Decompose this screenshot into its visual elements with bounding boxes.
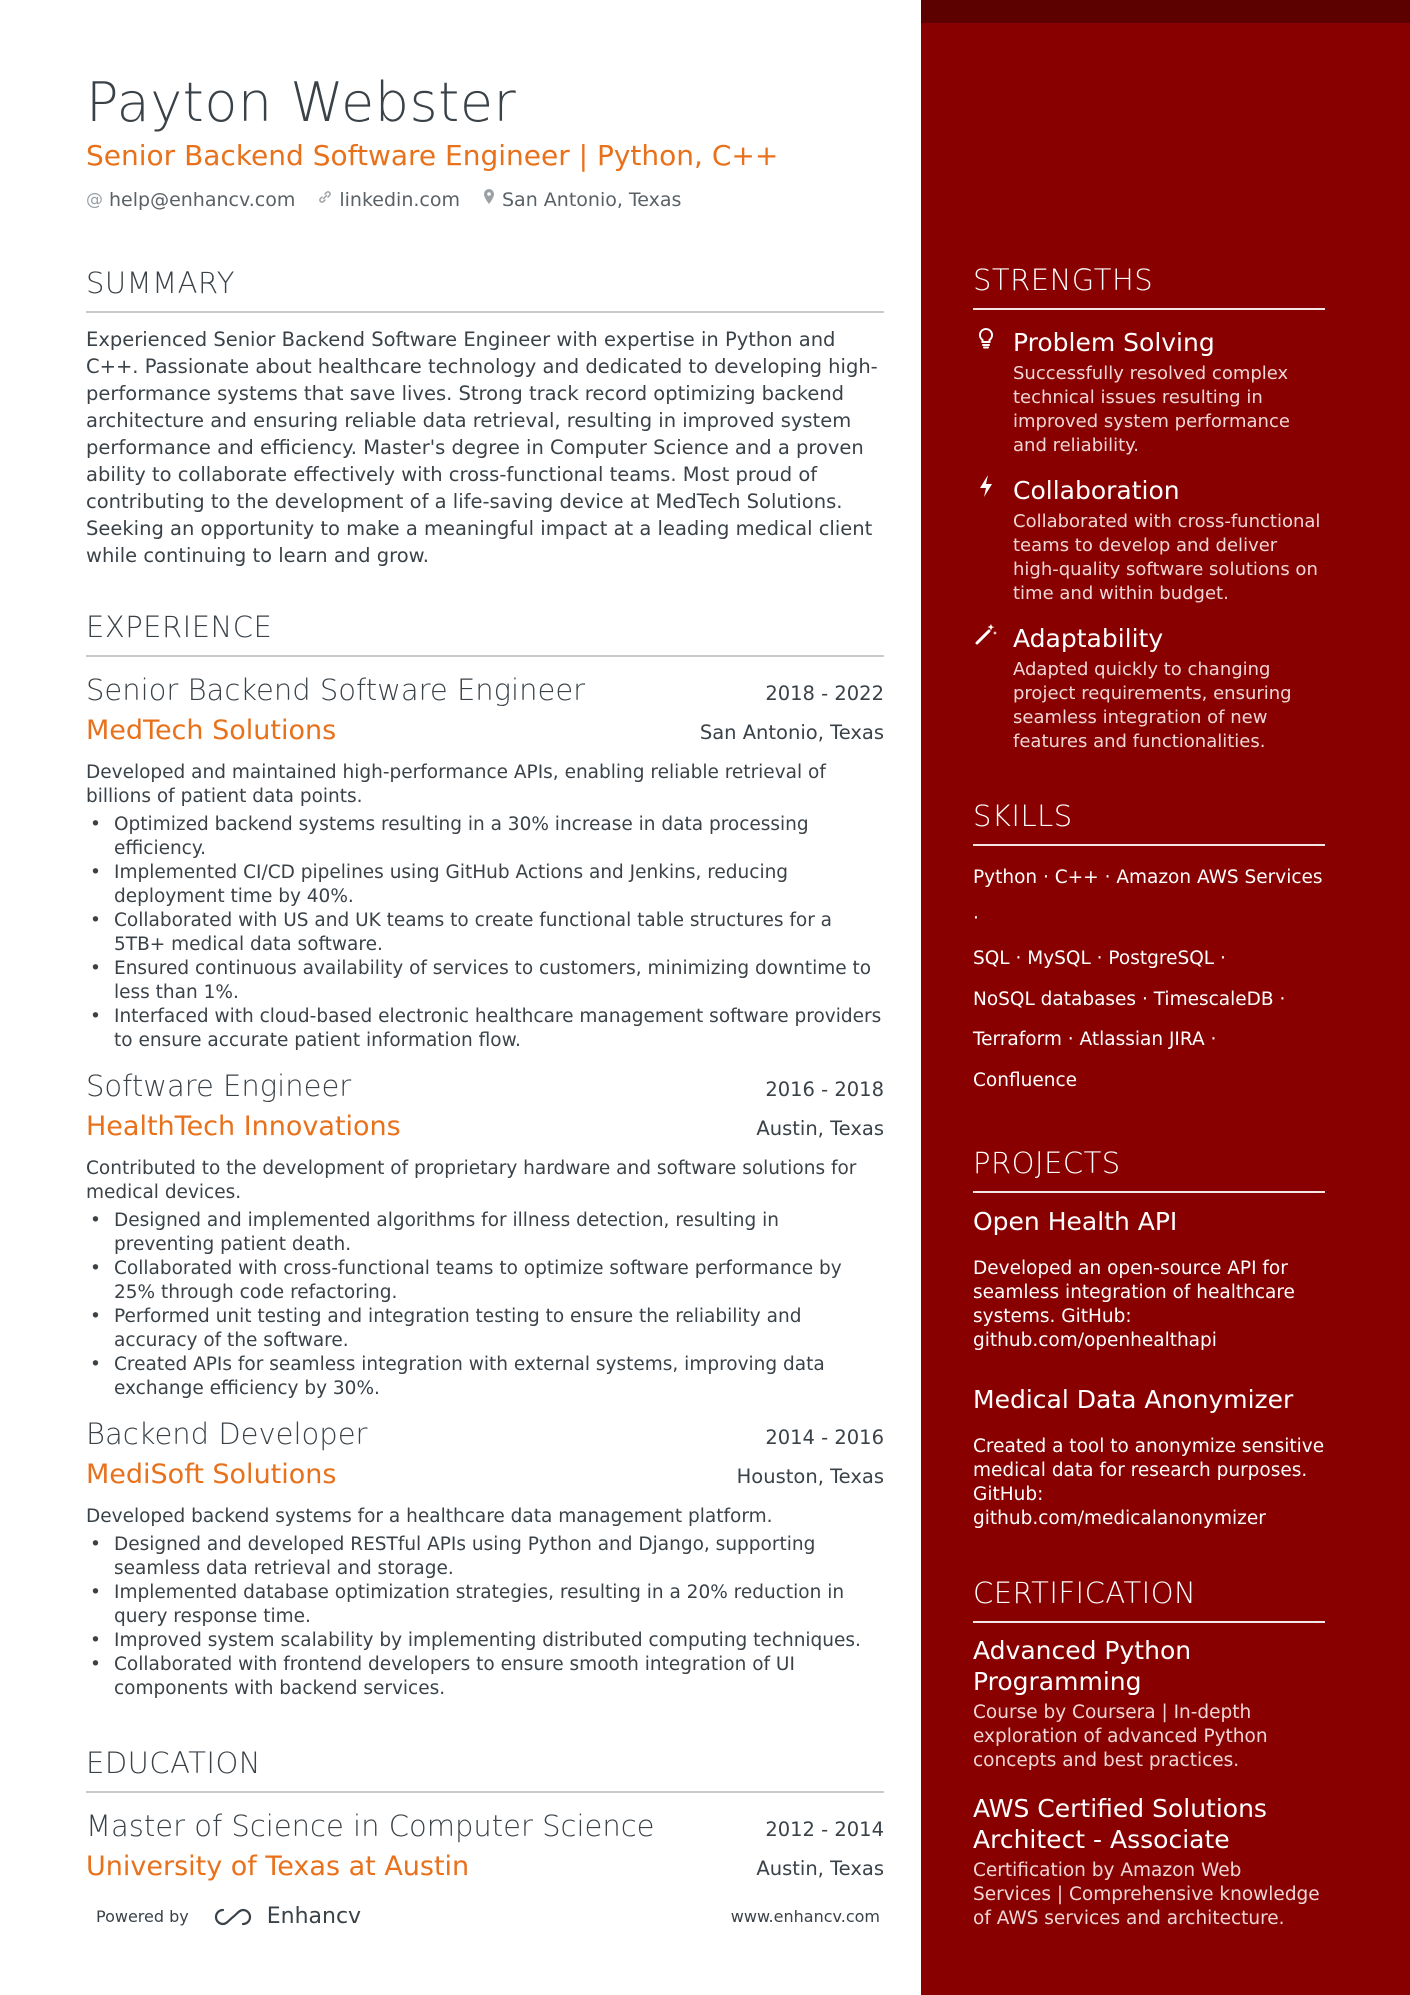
certification-item: [973, 1793, 1325, 1931]
bullet-item: • Implemented CI/CD pipelines using GitHub Actions and Jenkins, reducing deployment time by 40%.: [86, 861, 884, 909]
contact-email[interactable]: [86, 188, 295, 211]
project-name: Open Health API: [973, 1207, 1178, 1236]
bullet-item: • Performed unit testing and integration testing to ensure the reliability and accuracy of the software.: [86, 1305, 884, 1353]
education-dates: 2012 - 2014: [765, 1818, 884, 1841]
bullet-item: • Collaborated with cross-functional teams to optimize software performance by 25% through code refactoring.: [86, 1257, 884, 1305]
bullet-item: • Collaborated with US and UK teams to create functional table structures for a 5TB+ medical data software.: [86, 909, 884, 957]
section-divider: [973, 1621, 1325, 1623]
bullet-item: • Created APIs for seamless integration with external systems, improving data exchange efficiency by 30%.: [86, 1353, 884, 1401]
powered-by-label: Powered by: [96, 1907, 189, 1926]
certification-name: AWS Certified Solutions Architect - Associate: [973, 1794, 1267, 1854]
section-title-summary: SUMMARY: [86, 266, 236, 300]
bullet-item: • Designed and developed RESTful APIs using Python and Django, supporting seamless data retrieval and storage.: [86, 1533, 884, 1581]
sidebar-top-band: [921, 0, 1410, 23]
section-title-education: EDUCATION: [86, 1746, 262, 1780]
candidate-name: Payton Webster: [86, 71, 517, 134]
skills-section: [973, 798, 1325, 1101]
job-entry: [86, 1415, 884, 1701]
bullet-item: • Interfaced with cloud-based electronic healthcare management software providers to ensure accurate patient information flow.: [86, 1005, 884, 1053]
job-description: Developed backend systems for a healthcare data management platform.: [86, 1506, 773, 1527]
school-location: Austin, Texas: [756, 1857, 884, 1880]
strength-item: [973, 326, 1325, 458]
section-title-projects: PROJECTS: [973, 1146, 1121, 1180]
section-divider: [86, 311, 884, 313]
section-divider: [973, 844, 1325, 846]
projects-section: [973, 1145, 1325, 1531]
footer: [96, 1904, 880, 1929]
job-entry: [86, 671, 884, 1053]
section-title-strengths: STRENGTHS: [973, 263, 1154, 297]
bullet-item: • Optimized backend systems resulting in a 30% increase in data processing efficiency.: [86, 813, 884, 861]
bullet-item: • Designed and implemented algorithms for illness detection, resulting in preventing patient death.: [86, 1209, 884, 1257]
website-link[interactable]: www.enhancv.com: [730, 1907, 880, 1926]
lightning-icon: [973, 474, 999, 606]
enhancv-logo-icon: [211, 1906, 257, 1928]
strength-description: Adapted quickly to changing project requirements, ensuring seamless integration of new features and functionalities.: [1013, 659, 1292, 752]
job-location: San Antonio, Texas: [699, 721, 884, 744]
project-item: [973, 1205, 1325, 1353]
strength-item: [973, 622, 1325, 754]
powered-by: [96, 1904, 361, 1929]
link-icon: [317, 189, 333, 210]
strengths-section: [973, 262, 1325, 754]
skills-line: Python · C++ · Amazon AWS Services ·: [973, 867, 1323, 929]
project-description: Created a tool to anonymize sensitive medical data for research purposes. GitHub: github.com/medicalanonymizer: [973, 1436, 1325, 1529]
bullet-item: • Implemented database optimization strategies, resulting in a 20% reduction in query response time.: [86, 1581, 884, 1629]
enhancv-logo[interactable]: [211, 1904, 361, 1929]
section-divider: [973, 308, 1325, 310]
email-text: help@enhancv.com: [109, 188, 296, 211]
sidebar: [921, 0, 1410, 1995]
strength-name: Problem Solving: [1013, 328, 1215, 357]
brand-name: Enhancv: [266, 1904, 362, 1929]
certification-section: [973, 1575, 1325, 1931]
company-name: HealthTech Innovations: [86, 1111, 401, 1142]
job-entry: [86, 1067, 884, 1401]
project-item: [973, 1383, 1325, 1531]
project-name: Medical Data Anonymizer: [973, 1385, 1294, 1414]
job-bullets: [86, 1209, 884, 1401]
certification-description: Course by Coursera | In-depth exploration of advanced Python concepts and best practices.: [973, 1702, 1268, 1771]
job-title: Backend Developer: [86, 1417, 368, 1451]
education-entry: [86, 1807, 884, 1885]
skills-line: SQL · MySQL · PostgreSQL ·: [973, 948, 1226, 969]
job-title: Software Engineer: [86, 1069, 352, 1103]
strength-item: [973, 474, 1325, 606]
strength-name: Collaboration: [1013, 476, 1180, 505]
main-column: [86, 70, 884, 1885]
experience-section: [86, 609, 884, 1701]
job-location: Houston, Texas: [736, 1465, 884, 1488]
candidate-headline: Senior Backend Software Engineer | Python, C++: [86, 139, 779, 172]
job-bullets: [86, 1533, 884, 1701]
strength-description: Successfully resolved complex technical issues resulting in improved system performance and reliability.: [1013, 363, 1290, 456]
at-icon: @: [86, 189, 103, 210]
degree-title: Master of Science in Computer Science: [86, 1809, 655, 1843]
job-bullets: [86, 813, 884, 1053]
job-description: Contributed to the development of proprietary hardware and software solutions for medical devices.: [86, 1158, 857, 1203]
sidebar-content: [973, 262, 1325, 1931]
school-name: University of Texas at Austin: [86, 1851, 470, 1882]
section-title-skills: SKILLS: [973, 799, 1073, 833]
location-pin-icon: [482, 188, 496, 211]
section-divider: [973, 1191, 1325, 1193]
skills-line: Confluence: [973, 1069, 1077, 1091]
job-location: Austin, Texas: [756, 1117, 884, 1140]
location-text: San Antonio, Texas: [502, 188, 682, 211]
lightbulb-icon: [973, 326, 999, 458]
job-title: Senior Backend Software Engineer: [86, 673, 586, 707]
section-title-certification: CERTIFICATION: [973, 1576, 1197, 1610]
job-dates: 2016 - 2018: [765, 1078, 884, 1101]
project-description: Developed an open-source API for seamless integration of healthcare systems. GitHub: github.com/openhealthapi: [973, 1258, 1295, 1351]
certification-name: Advanced Python Programming: [973, 1636, 1192, 1696]
section-divider: [86, 655, 884, 657]
certification-description: Certification by Amazon Web Services | Comprehensive knowledge of AWS services and architecture.: [973, 1860, 1320, 1929]
company-name: MedTech Solutions: [86, 715, 337, 746]
skills-line: Terraform · Atlassian JIRA ·: [973, 1029, 1217, 1050]
section-title-experience: EXPERIENCE: [86, 610, 273, 644]
company-name: MediSoft Solutions: [86, 1459, 337, 1490]
contact-info: [86, 188, 884, 211]
job-dates: 2014 - 2016: [765, 1426, 884, 1449]
bullet-item: • Ensured continuous availability of services to customers, minimizing downtime to less than 1%.: [86, 957, 884, 1005]
skills-line: NoSQL databases · TimescaleDB ·: [973, 988, 1286, 1010]
contact-location: [482, 188, 681, 211]
section-divider: [86, 1791, 884, 1793]
job-description: Developed and maintained high-performance APIs, enabling reliable retrieval of billions of patient data points.: [86, 762, 826, 807]
bullet-item: • Collaborated with frontend developers to ensure smooth integration of UI components with backend services.: [86, 1653, 884, 1701]
skills-list: [973, 858, 1325, 1101]
contact-linkedin[interactable]: [317, 188, 460, 211]
certification-item: [973, 1635, 1325, 1773]
bullet-item: • Improved system scalability by implementing distributed computing techniques.: [86, 1629, 884, 1653]
summary-text: Experienced Senior Backend Software Engineer with expertise in Python and C++. Passionate about healthcare technology and dedicated to developing high-performance systems that save lives. Strong track record optimizing backend architecture and ensuring reliable data retrieval, resulting in improved system performance and efficiency. Master's degree in Computer Science and a proven ability to collaborate effectively with cross-functional teams. Most proud of contributing to the development of a life-saving device at MedTech Solutions. Seeking an opportunity to make a meaningful impact at a leading medical client while continuing to learn and grow.: [86, 328, 878, 567]
magic-wand-icon: [973, 622, 999, 754]
education-section: [86, 1745, 884, 1885]
job-dates: 2018 - 2022: [765, 682, 884, 705]
strength-description: Collaborated with cross-functional teams to develop and deliver high-quality software solutions on time and within budget.: [1013, 511, 1321, 604]
linkedin-text: linkedin.com: [339, 188, 460, 211]
summary-section: [86, 265, 884, 569]
strength-name: Adaptability: [1013, 624, 1164, 653]
